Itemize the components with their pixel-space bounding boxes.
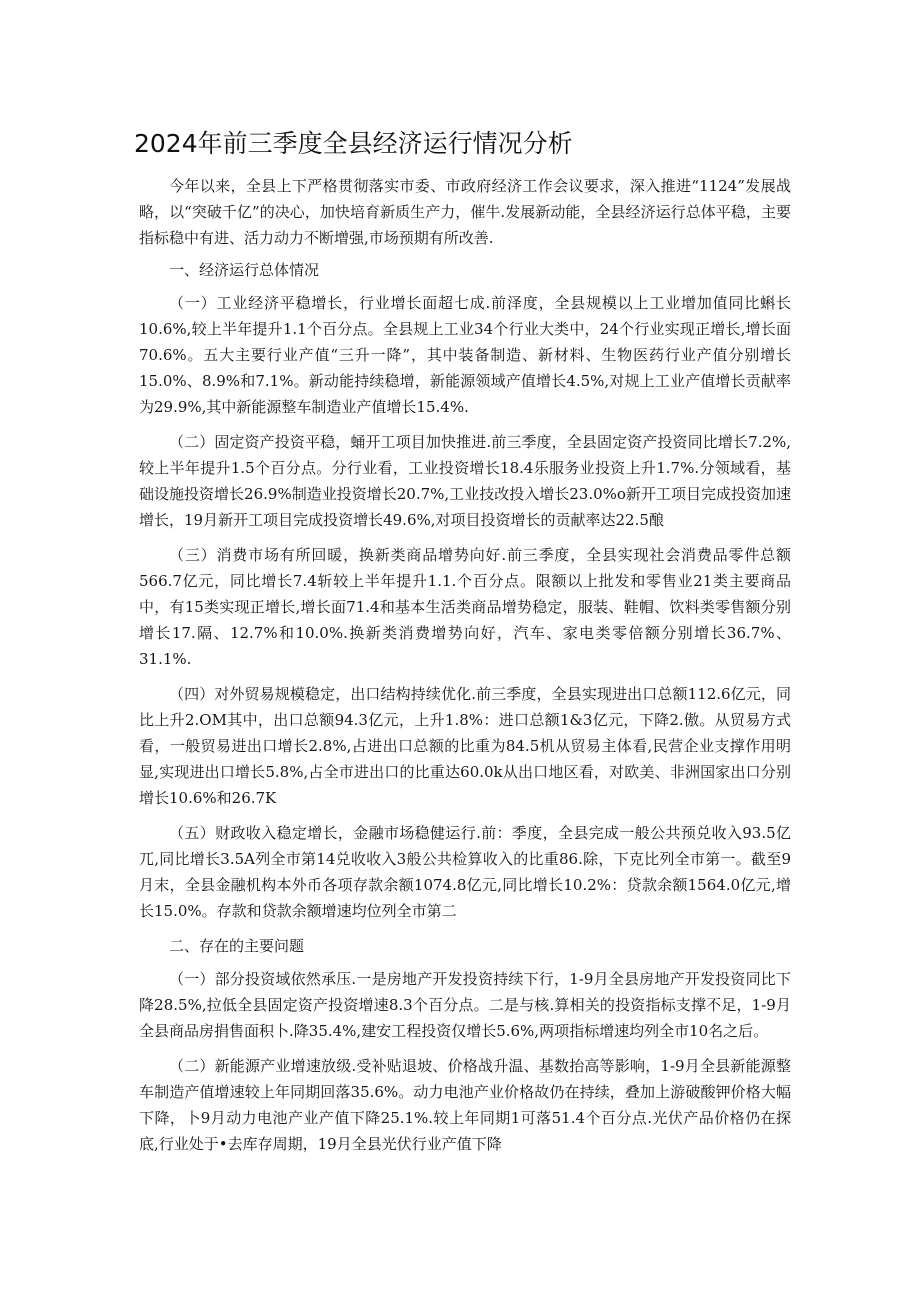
section-2-heading: 二、存在的主要问题 xyxy=(169,937,305,955)
document-body xyxy=(139,173,791,1166)
section-2-paragraph-investment-pressure: （一）部分投资域依然承压.一是房地产开发投资持续下行，1-9月全县房地产开发投资同比下降28.5%,拉低全县固定资产投资增速8.3个百分点。二是与核.算相关的投资指标支撑不足，1-9月全县商品房捐售面积卜.降35.4%,建安工程投资仅增长5.6%,两项指标增速均列全市10名之后。 xyxy=(139,970,791,1040)
section-1-paragraph-finance: （五）财政收入稳定增长，金融市场稳健运行.前：季度，全县完成一般公共预兑收入93.5亿兀,同比增长3.5A列全市第14兑收收入3般公共检算收入的比重86.除，下克比列全市第一。截至9月末，全县金融机构本外币各项存款余额1074.8亿元,同比增长10.2%：贷款余额1564.0亿元,增长15.0%。存款和贷款余额增速均位列全市第二 xyxy=(139,824,791,920)
section-2-paragraph-new-energy: （二）新能源产业增速放级.受补贴退坡、价格战升温、基数抬高等影响，1-9月全县新能源整车制造产值增速较上年同期回落35.6%。动力电池产业价格故仍在持续，叠加上游破酸钾价格大幅下降，卜9月动力电池产业产值下降25.1%.较上年同期1可落51.4个百分点.光伏产品价格仍在探底,行业处于•去库存周期，19月全县光伏行业产值下降 xyxy=(139,1057,791,1153)
section-1-paragraph-trade: （四）对外贸易规模稳定，出口结构持续优化.前三季度，全县实现进出口总额112.6亿元，同比上升2.OM其中，出口总额94.3亿元，上升1.8%：进口总额1&3亿元，下降2.傲。从贸易方式看，一般贸易进出口增长2.8%,占进出口总额的比重为84.5机从贸易主体看,民营企业支撑作用明显,实现进出口增长5.8%,占全市进出口的比重达60.0k从出口地区看，对欧美、非洲国家出口分别增长10.6%和26.7K xyxy=(139,685,791,807)
section-1-paragraph-industry: （一）工业经济平稳增长，行业增长面超七成.前泽度，全县规模以上工业增加值同比蝌长10.6%,较上半年提升1.1个百分点。全县规上工业34个行业大类中，24个行业实现正增长,增长面70.6%。五大主要行业产值“三升一降”，其中装备制造、新材料、生物医药行业产值分别增长15.0%、8.9%和7.1%。新动能持续稳增，新能源领域产值增长4.5%,对规上工业产值增长贡献率为29.9%,其中新能源整车制造业产值增长15.4%. xyxy=(139,294,791,416)
section-1-paragraph-consumption: （三）消费市场有所回暖，换新类商品增势向好.前三季度，全县实现社会消费品零件总额566.7亿元，同比增长7.4斩较上半年提升1.1.个百分点。限额以上批发和零售业21类主要商品中，有15类实现正增长,增长面71.4和基本生活类商品增势稳定，服装、鞋帽、饮料类零售额分别增长17.隔、12.7%和10.0%.换新类消费增势向好，汽车、家电类零倍额分别增长36.7%、31.1%. xyxy=(139,546,791,668)
section-1-heading: 一、经济运行总体情况 xyxy=(169,261,320,279)
section-1-paragraph-investment: （二）固定资产投资平稳，蛹开工项目加快推进.前三季度，全县固定资产投资同比增长7.2%,较上半年提升1.5个百分点。分行业看，工业投资增长18.4乐服务业投资上升1.7%.分领域看，基础设施投资增长26.9%制造业投资增长20.7%,工业技改投入增长23.0%o新开工项目完成投资加速增长，19月新开工项目完成投资增长49.6%,对项目投资增长的贡献率达22.5酿 xyxy=(139,433,791,529)
intro-paragraph: 今年以来，全县上下严格贯彻落实市委、市政府经济工作会议要求，深入推进“1124”发展战略，以“突破千亿”的决心，加快培育新质生产力，催牛.发展新动能，全县经济运行总体平稳，主要指标稳中有进、活力动力不断增强,市场预期有所改善. xyxy=(139,177,791,247)
document-title: 2024年前三季度全县经济运行情况分析 xyxy=(134,129,573,158)
